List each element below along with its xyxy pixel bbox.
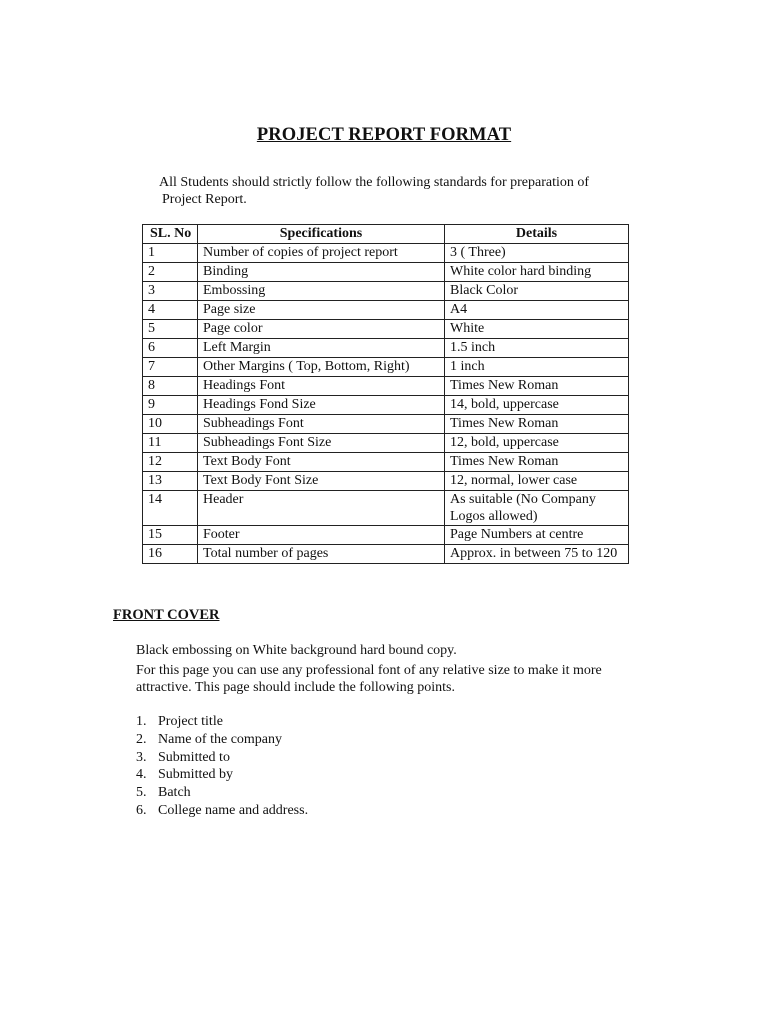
paragraph-2-line-2: attractive. This page should include the following points. xyxy=(136,680,455,695)
front-cover-heading: FRONT COVER xyxy=(113,607,220,623)
cell-specification: Binding xyxy=(198,263,445,282)
list-item-number: 6. xyxy=(136,802,147,818)
cell-detail: 3 ( Three) xyxy=(445,244,629,263)
cell-sl-no: 7 xyxy=(143,358,198,377)
table-row xyxy=(143,526,629,545)
paragraph-2-line-1: For this page you can use any professional font of any relative size to make it more xyxy=(136,663,602,678)
cell-detail: Page Numbers at centre xyxy=(445,526,629,545)
list-item-text: Submitted by xyxy=(158,767,234,783)
cell-specification: Text Body Font Size xyxy=(198,472,445,491)
cell-sl-no: 1 xyxy=(143,244,198,263)
cell-detail: As suitable (No Company Logos allowed) xyxy=(445,491,629,526)
list-item-text: Submitted to xyxy=(158,749,230,765)
cell-sl-no: 5 xyxy=(143,320,198,339)
list-item-number: 4. xyxy=(136,767,147,783)
cell-specification: Subheadings Font Size xyxy=(198,434,445,453)
table-row xyxy=(143,358,629,377)
cell-detail: Times New Roman xyxy=(445,453,629,472)
cell-sl-no: 3 xyxy=(143,282,198,301)
cell-specification: Header xyxy=(198,491,445,526)
cell-specification: Footer xyxy=(198,526,445,545)
specifications-table xyxy=(142,224,629,564)
list-item-text: College name and address. xyxy=(158,802,309,818)
list-item-number: 2. xyxy=(136,731,147,747)
cell-specification: Other Margins ( Top, Bottom, Right) xyxy=(198,358,445,377)
list-item xyxy=(136,802,308,820)
table-row xyxy=(143,244,629,263)
table-row xyxy=(143,545,629,564)
cell-detail: A4 xyxy=(445,301,629,320)
cell-detail: Approx. in between 75 to 120 xyxy=(445,545,629,564)
cell-sl-no: 14 xyxy=(143,491,198,526)
intro-line-1: All Students should strictly follow the following standards for preparation of xyxy=(159,175,590,190)
cell-specification: Left Margin xyxy=(198,339,445,358)
cell-detail: 14, bold, uppercase xyxy=(445,396,629,415)
list-item-number: 1. xyxy=(136,714,147,729)
front-cover-paragraph-2 xyxy=(136,662,676,696)
cell-sl-no: 2 xyxy=(143,263,198,282)
cell-detail: Times New Roman xyxy=(445,415,629,434)
cell-detail: 12, normal, lower case xyxy=(445,472,629,491)
table-row xyxy=(143,339,629,358)
table-row xyxy=(143,453,629,472)
table-row xyxy=(143,396,629,415)
cell-specification: Subheadings Font xyxy=(198,415,445,434)
cell-sl-no: 12 xyxy=(143,453,198,472)
cell-specification: Total number of pages xyxy=(198,545,445,564)
table-row xyxy=(143,491,629,526)
cell-detail: 12, bold, uppercase xyxy=(445,434,629,453)
table-row xyxy=(143,301,629,320)
cell-sl-no: 13 xyxy=(143,472,198,491)
list-item xyxy=(136,713,308,731)
cell-detail: White color hard binding xyxy=(445,263,629,282)
cell-specification: Number of copies of project report xyxy=(198,244,445,263)
table-row xyxy=(143,472,629,491)
intro-line-2: Project Report. xyxy=(162,192,247,207)
table-row xyxy=(143,434,629,453)
table-header-row xyxy=(143,225,629,244)
header-details: Details xyxy=(445,225,629,244)
cell-sl-no: 9 xyxy=(143,396,198,415)
list-item-number: 5. xyxy=(136,785,147,801)
cell-sl-no: 6 xyxy=(143,339,198,358)
cell-sl-no: 16 xyxy=(143,545,198,564)
list-item-text: Name of the company xyxy=(158,731,283,747)
cell-specification: Page color xyxy=(198,320,445,339)
cell-detail: 1 inch xyxy=(445,358,629,377)
cell-sl-no: 15 xyxy=(143,526,198,545)
front-cover-points-list xyxy=(136,713,308,820)
list-item-text: Project title xyxy=(158,714,223,729)
cell-specification: Headings Font xyxy=(198,377,445,396)
header-sl-no: SL. No xyxy=(143,225,198,244)
header-specifications: Specifications xyxy=(198,225,445,244)
table-row xyxy=(143,263,629,282)
cell-specification: Headings Fond Size xyxy=(198,396,445,415)
cell-sl-no: 8 xyxy=(143,377,198,396)
cell-detail: Times New Roman xyxy=(445,377,629,396)
list-item xyxy=(136,749,308,767)
cell-specification: Text Body Font xyxy=(198,453,445,472)
table-row xyxy=(143,282,629,301)
table-row xyxy=(143,415,629,434)
cell-specification: Page size xyxy=(198,301,445,320)
list-item-number: 3. xyxy=(136,749,147,765)
list-item xyxy=(136,731,308,749)
cell-sl-no: 4 xyxy=(143,301,198,320)
table-row xyxy=(143,377,629,396)
list-item xyxy=(136,784,308,802)
cell-sl-no: 11 xyxy=(143,434,198,453)
front-cover-paragraph-1: Black embossing on White background hard bound copy. xyxy=(136,643,457,658)
cell-detail: White xyxy=(445,320,629,339)
cell-detail: 1.5 inch xyxy=(445,339,629,358)
cell-detail: Black Color xyxy=(445,282,629,301)
list-item-text: Batch xyxy=(158,785,191,801)
cell-sl-no: 10 xyxy=(143,415,198,434)
table-body xyxy=(143,244,629,564)
intro-paragraph xyxy=(159,174,639,208)
cell-specification: Embossing xyxy=(198,282,445,301)
page-title: PROJECT REPORT FORMAT xyxy=(256,125,512,145)
table-row xyxy=(143,320,629,339)
list-item xyxy=(136,766,308,784)
